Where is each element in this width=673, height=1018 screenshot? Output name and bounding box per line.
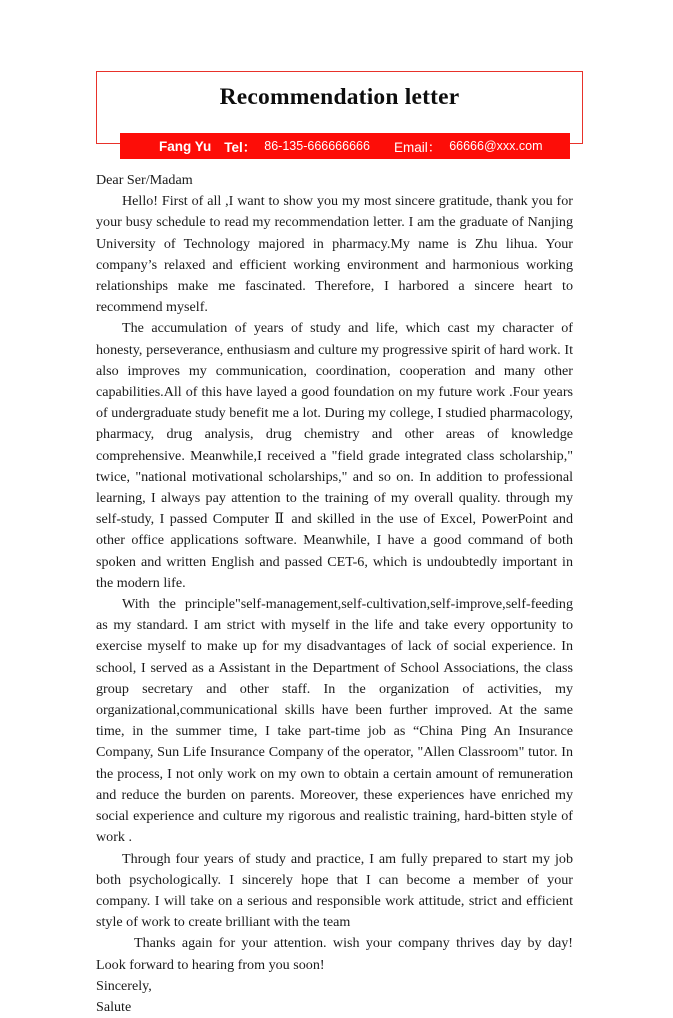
salutation: Dear Ser/Madam	[96, 172, 193, 188]
closing-line: Sincerely,	[96, 977, 152, 994]
body-paragraph-1: Hello! First of all ,I want to show you my most sincere gratitude, thank you for your busy schedule to read my recommendation letter. I am the graduate of Nanjing University of Technology majored in pharmacy.My name is Zhu lihua. Your company’s relaxed and efficient working environment and harmonious working relationships make me fascinated. Therefore, I harbored a sincere heart to recommend myself.	[96, 193, 573, 316]
body-paragraph-4: Through four years of study and practice, I am fully prepared to start my job both psychologically. I sincerely hope that I can become a member of your company. I will take on a serious and responsible work attitude, strict and efficient style of work to create brilliant with the team	[96, 850, 573, 931]
contact-bar	[120, 133, 570, 159]
body-paragraph-5: Thanks again for your attention. wish your company thrives day by day! Look forward to hearing from you soon!	[96, 935, 573, 973]
page-title: Recommendation letter	[219, 84, 460, 110]
body-paragraph-3: With the principle"self-management,self-cultivation,self-improve,self-feeding as my standard. I am strict with myself in the life and take every opportunity to exercise myself to make up for my disadvantages of lack of social experience. In school, I served as a Assistant in the Department of School Associations, the class group secretary and other staff. In the organization of activities, my organizational,communicational skills have been further improved. At the same time, in the summer time, I take part-time job as “China Ping An Insurance Company, Sun Life Insurance Company of the operator, "Allen Classroom" tutor. In the process, I not only work on my own to obtain a certain amount of remuneration and reduce the burden on parents. Moreover, these experiences have enriched my social experience and culture my rigorous and realistic training, hard-bitten style of work .	[96, 596, 573, 846]
contact-tel-value: 86-135-666666666	[264, 139, 370, 153]
salute-line: Salute	[96, 998, 132, 1015]
contact-email-label: Email：	[393, 140, 442, 155]
body-paragraph-2: The accumulation of years of study and life, which cast my character of honesty, perseverance, enthusiasm and culture my progressive spirit of hard work. It also improves my communication, coordination, cooperation and many other capabilities.All of this have layed a good foundation on my future work .Four years of undergraduate study benefit me a lot. During my college, I studied pharmacology, pharmacy, drug analysis, drug chemistry and other areas of knowledge comprehensive. Meanwhile,I received a "field grade integrated class scholarship," twice, "national motivational scholarships," and so on. In addition to professional learning, I always pay attention to the training of my overall quality. through my self-study, I passed Computer Ⅱ and skilled in the use of Excel, PowerPoint and other office applications software. Meanwhile, I have a good command of both spoken and written English and passed CET-6, which is undoubtedly important in the modern life.	[96, 320, 573, 591]
contact-name: Fang Yu	[159, 138, 212, 154]
letter-body	[96, 170, 573, 1018]
contact-tel-label: Tel：	[224, 140, 257, 155]
contact-email-value: 66666@xxx.com	[449, 139, 543, 153]
